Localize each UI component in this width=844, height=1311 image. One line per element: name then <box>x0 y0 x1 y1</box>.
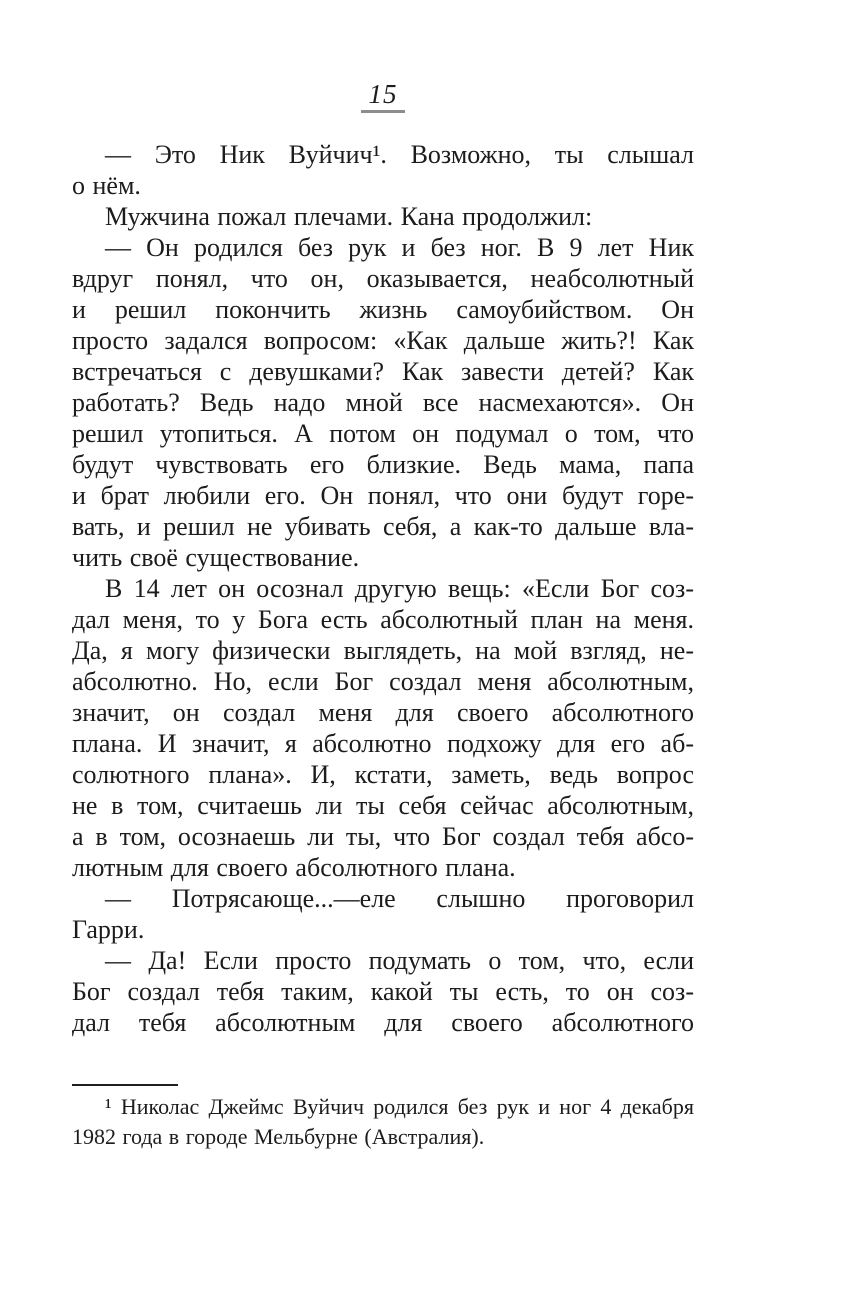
text-line: В 14 лет он осознал другую вещь: «Если Бог соз- <box>105 574 694 603</box>
text-line: будут чувствовать его близкие. Ведь мама, папа <box>72 450 694 479</box>
footnote-line: ¹ Николас Джеймс Вуйчич родился без рук и ног 4 декабря <box>105 1094 694 1119</box>
text-line: встречаться с девушками? Как завести детей? Как <box>72 357 694 386</box>
text-line: лютным для своего абсолютного плана. <box>72 853 516 882</box>
text-line: — Он родился без рук и без ног. В 9 лет Ник <box>105 233 694 262</box>
text-line: — Это Ник Вуйчич¹. Возможно, ты слышал <box>105 140 694 169</box>
text-line: плана. И значит, я абсолютно подхожу для его аб- <box>72 729 694 758</box>
text-line: Мужчина пожал плечами. Кана продолжил: <box>105 202 593 231</box>
page-number-rule <box>361 110 405 113</box>
text-line: просто задался вопросом: «Как дальше жить?! Как <box>72 326 694 355</box>
paragraph <box>72 201 694 232</box>
paragraph <box>72 945 694 1038</box>
text-line: и решил покончить жизнь самоубийством. Он <box>72 295 694 324</box>
text-line: солютного плана». И, кстати, заметь, ведь вопрос <box>72 760 694 789</box>
text-line: а в том, осознаешь ли ты, что Бог создал тебя абсо- <box>72 822 694 851</box>
paragraph <box>72 883 694 945</box>
page-number: 15 <box>368 79 398 109</box>
footnote <box>72 1092 694 1152</box>
text-line: не в том, считаешь ли ты себя сейчас абсолютным, <box>72 791 694 820</box>
text-line: дал меня, то у Бога есть абсолютный план на меня. <box>72 605 694 634</box>
text-line: Да, я могу физически выглядеть, на мой взгляд, не- <box>72 636 694 665</box>
text-line: работать? Ведь надо мной все насмехаются». Он <box>72 388 694 417</box>
paragraph <box>72 232 694 573</box>
paragraph <box>72 139 694 201</box>
text-line: абсолютно. Но, если Бог создал меня абсолютным, <box>72 667 694 696</box>
text-line: и брат любили его. Он понял, что они будут горе- <box>72 481 694 510</box>
text-line: значит, он создал меня для своего абсолютного <box>72 698 694 727</box>
paragraph <box>72 573 694 883</box>
text-line: дал тебя абсолютным для своего абсолютного <box>72 1008 694 1037</box>
text-line: Бог создал тебя таким, какой ты есть, то он соз- <box>72 977 694 1006</box>
text-line: вдруг понял, что он, оказывается, неабсолютный <box>72 264 694 293</box>
footnote-line: 1982 года в городе Мельбурне (Австралия). <box>72 1124 485 1149</box>
text-line: решил утопиться. А потом он подумал о том, что <box>72 419 694 448</box>
text-line: вать, и решил не убивать себя, а как-то дальше вла- <box>72 512 694 541</box>
body-text <box>72 139 694 1038</box>
text-line: о нём. <box>72 171 141 200</box>
text-line: — Да! Если просто подумать о том, что, если <box>105 946 694 975</box>
text-line: Гарри. <box>72 915 145 944</box>
footnote-separator <box>72 1084 178 1086</box>
text-line: чить своё существование. <box>72 543 360 572</box>
text-line: — Потрясающе...—еле слышно проговорил <box>105 884 694 913</box>
